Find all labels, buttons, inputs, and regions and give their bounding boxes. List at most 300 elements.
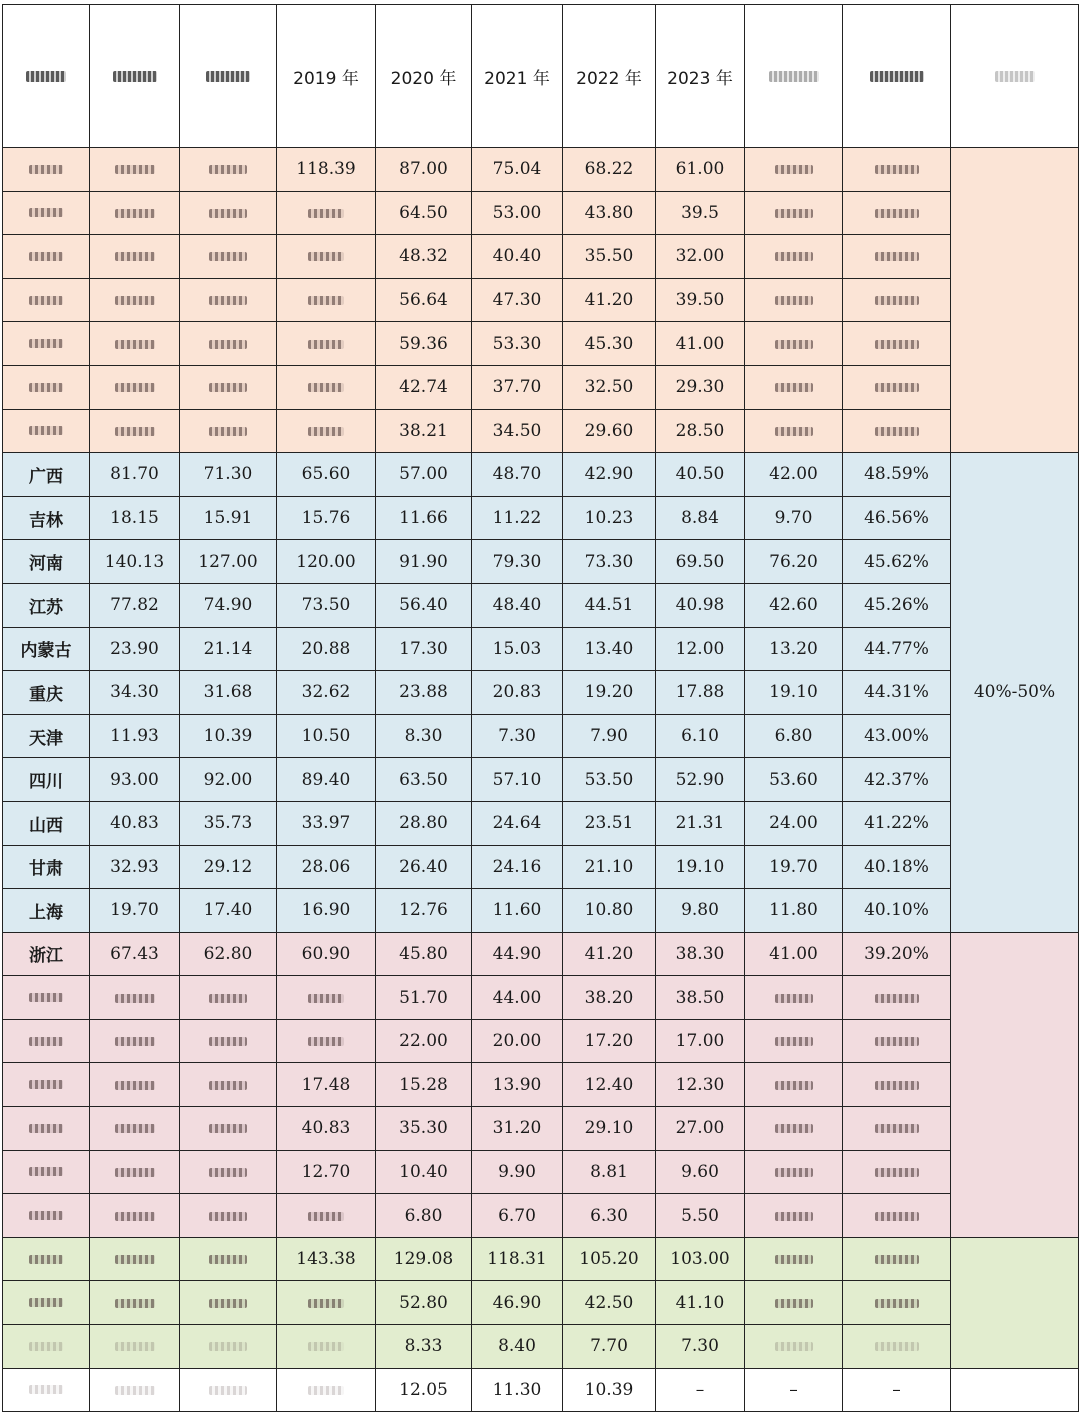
value-cell-v1	[90, 1237, 180, 1281]
header-cell-col9	[745, 5, 843, 148]
redacted-text	[209, 994, 247, 1003]
value-cell-v2	[180, 1281, 277, 1325]
region-name-cell: 上海	[3, 889, 90, 933]
redacted-text	[875, 1212, 919, 1221]
table-row	[3, 235, 1079, 279]
value-cell-c10	[843, 322, 951, 366]
value-cell-c9: 76.20	[745, 540, 843, 584]
value-cell-y2020: 64.50	[376, 191, 472, 235]
redacted-text	[115, 1342, 155, 1351]
value-cell-c9: 9.70	[745, 496, 843, 540]
value-cell-y2023: 69.50	[656, 540, 745, 584]
value-cell-y2019	[277, 1019, 376, 1063]
region-name-cell	[3, 278, 90, 322]
value-cell-y2019: 33.97	[277, 801, 376, 845]
value-cell-y2023: 9.80	[656, 889, 745, 933]
value-cell-v2	[180, 1150, 277, 1194]
value-cell-c10: 41.22%	[843, 801, 951, 845]
value-cell-v2	[180, 409, 277, 453]
redacted-text	[775, 994, 813, 1003]
redacted-text	[775, 340, 813, 349]
value-cell-v2: 15.91	[180, 496, 277, 540]
redacted-text	[775, 252, 813, 261]
value-cell-c10: 48.59%	[843, 453, 951, 497]
redacted-text	[209, 427, 247, 436]
redacted-text	[209, 1342, 247, 1351]
value-cell-y2021: 13.90	[472, 1063, 563, 1107]
value-cell-c9: 19.10	[745, 671, 843, 715]
redacted-text	[209, 383, 247, 392]
redacted-text	[308, 1212, 344, 1221]
region-name-cell	[3, 976, 90, 1020]
value-cell-y2019: 16.90	[277, 889, 376, 933]
redacted-text	[29, 383, 63, 392]
header-cell-group	[951, 5, 1079, 148]
value-cell-y2023: 103.00	[656, 1237, 745, 1281]
value-cell-c10	[843, 409, 951, 453]
value-cell-y2020: 48.32	[376, 235, 472, 279]
value-cell-v1	[90, 409, 180, 453]
value-cell-y2021: 24.16	[472, 845, 563, 889]
redacted-text	[875, 252, 919, 261]
value-cell-c9: 42.60	[745, 583, 843, 627]
redacted-text	[875, 1299, 919, 1308]
value-cell-v1	[90, 1107, 180, 1151]
value-cell-v2: 29.12	[180, 845, 277, 889]
redacted-text	[308, 209, 344, 218]
value-cell-y2023: 9.60	[656, 1150, 745, 1194]
table-row	[3, 845, 1079, 889]
value-cell-v1: 23.90	[90, 627, 180, 671]
value-cell-v2	[180, 1237, 277, 1281]
header-cell-col3	[180, 5, 277, 148]
value-cell-y2019	[277, 1281, 376, 1325]
value-cell-y2023: 61.00	[656, 148, 745, 192]
value-cell-y2022: 105.20	[563, 1237, 656, 1281]
value-cell-y2022: 17.20	[563, 1019, 656, 1063]
value-cell-c9: 13.20	[745, 627, 843, 671]
redacted-text	[308, 252, 344, 261]
header-year-2022: 2022 年	[563, 5, 656, 148]
value-cell-y2021: 48.70	[472, 453, 563, 497]
value-cell-v1: 34.30	[90, 671, 180, 715]
redacted-text	[875, 296, 919, 305]
redacted-text	[209, 1168, 247, 1177]
value-cell-v2	[180, 1019, 277, 1063]
table-row	[3, 1237, 1079, 1281]
redacted-text	[775, 1081, 813, 1090]
redacted-text	[209, 1386, 247, 1395]
redacted-text	[29, 426, 63, 435]
table-row	[3, 365, 1079, 409]
value-cell-y2020: 57.00	[376, 453, 472, 497]
redacted-text	[115, 1124, 155, 1133]
table-row	[3, 671, 1079, 715]
value-cell-c10	[843, 191, 951, 235]
redacted-text	[209, 340, 247, 349]
value-cell-v2: 31.68	[180, 671, 277, 715]
value-cell-y2022: 68.22	[563, 148, 656, 192]
value-cell-y2022: 19.20	[563, 671, 656, 715]
redacted-text	[875, 383, 919, 392]
value-cell-v1: 18.15	[90, 496, 180, 540]
value-cell-y2022: 38.20	[563, 976, 656, 1020]
value-cell-y2021: 9.90	[472, 1150, 563, 1194]
value-cell-y2019: 120.00	[277, 540, 376, 584]
region-name-cell: 四川	[3, 758, 90, 802]
value-cell-y2020: 56.40	[376, 583, 472, 627]
region-name-cell	[3, 365, 90, 409]
region-name-cell: 内蒙古	[3, 627, 90, 671]
region-name-cell	[3, 1368, 90, 1412]
redacted-text	[875, 165, 919, 174]
value-cell-y2021: 40.40	[472, 235, 563, 279]
value-cell-v2	[180, 1063, 277, 1107]
region-name-cell	[3, 148, 90, 192]
value-cell-y2022: 13.40	[563, 627, 656, 671]
redacted-text	[308, 1037, 344, 1046]
redacted-text	[115, 383, 155, 392]
table-row	[3, 627, 1079, 671]
value-cell-c9	[745, 191, 843, 235]
redacted-text	[115, 1255, 155, 1264]
redacted-text	[29, 208, 63, 217]
table-row	[3, 758, 1079, 802]
value-cell-y2019: 20.88	[277, 627, 376, 671]
value-cell-v1	[90, 1368, 180, 1412]
value-cell-c9	[745, 409, 843, 453]
value-cell-y2023: 32.00	[656, 235, 745, 279]
redacted-text	[775, 1212, 813, 1221]
value-cell-c9	[745, 235, 843, 279]
redacted-text	[29, 339, 63, 348]
value-cell-v1: 40.83	[90, 801, 180, 845]
value-cell-y2022: 12.40	[563, 1063, 656, 1107]
region-name-cell: 江苏	[3, 583, 90, 627]
redacted-text	[29, 252, 63, 261]
value-cell-c9: 19.70	[745, 845, 843, 889]
value-cell-y2022: 6.30	[563, 1194, 656, 1238]
redacted-text	[308, 296, 344, 305]
value-cell-v1	[90, 976, 180, 1020]
value-cell-y2020: 15.28	[376, 1063, 472, 1107]
redacted-text	[308, 427, 344, 436]
value-cell-y2023: 39.50	[656, 278, 745, 322]
value-cell-y2020: 12.05	[376, 1368, 472, 1412]
redacted-text	[209, 1299, 247, 1308]
redacted-text	[115, 427, 155, 436]
redacted-text	[775, 1255, 813, 1264]
table-row	[3, 932, 1079, 976]
value-cell-c10: 44.31%	[843, 671, 951, 715]
table-row	[3, 889, 1079, 933]
value-cell-y2021: 47.30	[472, 278, 563, 322]
value-cell-y2020: 129.08	[376, 1237, 472, 1281]
value-cell-y2020: 6.80	[376, 1194, 472, 1238]
region-name-cell	[3, 1063, 90, 1107]
value-cell-c9: 53.60	[745, 758, 843, 802]
region-name-cell: 山西	[3, 801, 90, 845]
group-range-cell	[951, 932, 1079, 1237]
value-cell-y2021: 44.00	[472, 976, 563, 1020]
region-name-cell: 广西	[3, 453, 90, 497]
value-cell-y2020: 22.00	[376, 1019, 472, 1063]
value-cell-c9	[745, 148, 843, 192]
redacted-text	[775, 296, 813, 305]
value-cell-y2021: 57.10	[472, 758, 563, 802]
value-cell-y2023: 17.88	[656, 671, 745, 715]
value-cell-y2019	[277, 976, 376, 1020]
value-cell-y2020: 63.50	[376, 758, 472, 802]
value-cell-y2019	[277, 1368, 376, 1412]
redacted-text	[209, 1255, 247, 1264]
value-cell-y2022: 8.81	[563, 1150, 656, 1194]
redacted-text	[775, 165, 813, 174]
value-cell-y2021: 44.90	[472, 932, 563, 976]
value-cell-y2020: 12.76	[376, 889, 472, 933]
region-name-cell: 天津	[3, 714, 90, 758]
redacted-text	[308, 994, 344, 1003]
value-cell-c9	[745, 278, 843, 322]
value-cell-c10: 43.00%	[843, 714, 951, 758]
value-cell-y2019: 28.06	[277, 845, 376, 889]
table-row	[3, 1019, 1079, 1063]
redacted-text	[115, 252, 155, 261]
value-cell-c10	[843, 1237, 951, 1281]
value-cell-y2022: 7.90	[563, 714, 656, 758]
redacted-text	[29, 1037, 63, 1046]
value-cell-v1	[90, 322, 180, 366]
value-cell-y2019: 15.76	[277, 496, 376, 540]
table-row	[3, 1281, 1079, 1325]
table-row	[3, 583, 1079, 627]
value-cell-y2021: 15.03	[472, 627, 563, 671]
value-cell-v1: 77.82	[90, 583, 180, 627]
value-cell-y2019	[277, 322, 376, 366]
value-cell-y2020: 91.90	[376, 540, 472, 584]
value-cell-c10: 45.62%	[843, 540, 951, 584]
table-row	[3, 1325, 1079, 1369]
value-cell-c9	[745, 1325, 843, 1369]
redacted-text	[115, 340, 155, 349]
value-cell-y2021: 118.31	[472, 1237, 563, 1281]
value-cell-y2019: 32.62	[277, 671, 376, 715]
value-cell-y2020: 35.30	[376, 1107, 472, 1151]
group-range-cell	[951, 1237, 1079, 1368]
redacted-text	[29, 1167, 63, 1176]
redacted-text	[115, 165, 155, 174]
value-cell-c9: 24.00	[745, 801, 843, 845]
value-cell-y2022: 32.50	[563, 365, 656, 409]
value-cell-y2019: 73.50	[277, 583, 376, 627]
header-cell-col10	[843, 5, 951, 148]
value-cell-c9: 42.00	[745, 453, 843, 497]
value-cell-y2020: 87.00	[376, 148, 472, 192]
redacted-text	[308, 1342, 344, 1351]
value-cell-v2	[180, 322, 277, 366]
value-cell-v2: 35.73	[180, 801, 277, 845]
region-name-cell	[3, 1194, 90, 1238]
region-name-cell	[3, 1150, 90, 1194]
redacted-text	[875, 994, 919, 1003]
value-cell-c10	[843, 148, 951, 192]
value-cell-c10: 42.37%	[843, 758, 951, 802]
redacted-text	[29, 1080, 63, 1089]
value-cell-y2019	[277, 191, 376, 235]
value-cell-y2021: 34.50	[472, 409, 563, 453]
value-cell-y2022: 29.60	[563, 409, 656, 453]
table-row	[3, 976, 1079, 1020]
value-cell-y2019: 143.38	[277, 1237, 376, 1281]
value-cell-y2022: 7.70	[563, 1325, 656, 1369]
value-cell-v1	[90, 1063, 180, 1107]
value-cell-y2021: 11.22	[472, 496, 563, 540]
value-cell-v2	[180, 1325, 277, 1369]
value-cell-c10	[843, 1107, 951, 1151]
redacted-text	[115, 1168, 155, 1177]
redacted-text	[29, 296, 63, 305]
value-cell-v2	[180, 278, 277, 322]
value-cell-v1: 32.93	[90, 845, 180, 889]
value-cell-c10	[843, 976, 951, 1020]
value-cell-c9	[745, 1107, 843, 1151]
header-year-2020: 2020 年	[376, 5, 472, 148]
value-cell-v1	[90, 1194, 180, 1238]
header-year-2021: 2021 年	[472, 5, 563, 148]
redacted-text	[875, 1124, 919, 1133]
value-cell-y2020: 8.33	[376, 1325, 472, 1369]
value-cell-c10	[843, 1063, 951, 1107]
redacted-text	[875, 1255, 919, 1264]
redacted-text	[875, 1342, 919, 1351]
value-cell-y2019: 60.90	[277, 932, 376, 976]
value-cell-y2023: 41.00	[656, 322, 745, 366]
redacted-text	[775, 383, 813, 392]
redacted-text	[775, 1299, 813, 1308]
value-cell-c10: 46.56%	[843, 496, 951, 540]
value-cell-y2022: 43.80	[563, 191, 656, 235]
region-name-cell: 甘肃	[3, 845, 90, 889]
value-cell-y2021: 48.40	[472, 583, 563, 627]
value-cell-y2022: 10.23	[563, 496, 656, 540]
value-cell-y2023: 12.00	[656, 627, 745, 671]
value-cell-y2021: 79.30	[472, 540, 563, 584]
value-cell-c10: –	[843, 1368, 951, 1412]
value-cell-y2021: 11.60	[472, 889, 563, 933]
value-cell-y2022: 41.20	[563, 278, 656, 322]
value-cell-y2020: 23.88	[376, 671, 472, 715]
table-row	[3, 801, 1079, 845]
value-cell-c10	[843, 1150, 951, 1194]
value-cell-y2021: 31.20	[472, 1107, 563, 1151]
value-cell-y2021: 20.83	[472, 671, 563, 715]
value-cell-y2020: 42.74	[376, 365, 472, 409]
value-cell-v1: 93.00	[90, 758, 180, 802]
value-cell-c10: 40.18%	[843, 845, 951, 889]
redacted-text	[115, 1037, 155, 1046]
value-cell-y2021: 53.00	[472, 191, 563, 235]
value-cell-c10	[843, 1194, 951, 1238]
table-row	[3, 409, 1079, 453]
value-cell-y2023: 28.50	[656, 409, 745, 453]
region-name-cell: 浙江	[3, 932, 90, 976]
value-cell-v2: 21.14	[180, 627, 277, 671]
data-table	[2, 4, 1079, 1412]
redacted-text	[875, 1037, 919, 1046]
value-cell-y2020: 10.40	[376, 1150, 472, 1194]
header-cell-col2	[90, 5, 180, 148]
value-cell-c10: 45.26%	[843, 583, 951, 627]
value-cell-v1	[90, 1281, 180, 1325]
redacted-text	[115, 994, 155, 1003]
value-cell-y2023: 17.00	[656, 1019, 745, 1063]
value-cell-y2023: 12.30	[656, 1063, 745, 1107]
redacted-text	[209, 252, 247, 261]
group-range-cell	[951, 148, 1079, 453]
value-cell-y2020: 38.21	[376, 409, 472, 453]
value-cell-y2022: 10.80	[563, 889, 656, 933]
value-cell-v1	[90, 148, 180, 192]
value-cell-y2020: 45.80	[376, 932, 472, 976]
header-row	[3, 5, 1079, 148]
redacted-text	[115, 209, 155, 218]
value-cell-c9: 6.80	[745, 714, 843, 758]
table-row	[3, 1194, 1079, 1238]
redacted-text	[29, 1255, 63, 1264]
value-cell-y2020: 59.36	[376, 322, 472, 366]
value-cell-y2023: 21.31	[656, 801, 745, 845]
region-name-cell: 河南	[3, 540, 90, 584]
redacted-text	[775, 1168, 813, 1177]
value-cell-c10	[843, 365, 951, 409]
redacted-text	[209, 1212, 247, 1221]
value-cell-c10: 40.10%	[843, 889, 951, 933]
redacted-text	[29, 1124, 63, 1133]
redacted-text	[775, 1342, 813, 1351]
value-cell-y2020: 51.70	[376, 976, 472, 1020]
value-cell-v2: 74.90	[180, 583, 277, 627]
value-cell-v1	[90, 1019, 180, 1063]
value-cell-y2023: 5.50	[656, 1194, 745, 1238]
value-cell-y2023: 27.00	[656, 1107, 745, 1151]
value-cell-y2022: 73.30	[563, 540, 656, 584]
table-row	[3, 714, 1079, 758]
redacted-text	[775, 1037, 813, 1046]
value-cell-v2	[180, 976, 277, 1020]
value-cell-v2: 10.39	[180, 714, 277, 758]
region-name-cell	[3, 1107, 90, 1151]
value-cell-y2022: 35.50	[563, 235, 656, 279]
value-cell-v1: 19.70	[90, 889, 180, 933]
redacted-text	[115, 1299, 155, 1308]
value-cell-c10	[843, 235, 951, 279]
region-name-cell: 吉林	[3, 496, 90, 540]
table-row	[3, 453, 1079, 497]
value-cell-y2022: 41.20	[563, 932, 656, 976]
value-cell-y2020: 8.30	[376, 714, 472, 758]
value-cell-y2022: 29.10	[563, 1107, 656, 1151]
redacted-text	[29, 1385, 63, 1394]
region-name-cell: 重庆	[3, 671, 90, 715]
value-cell-y2023: 7.30	[656, 1325, 745, 1369]
value-cell-v2	[180, 1368, 277, 1412]
value-cell-v2	[180, 365, 277, 409]
value-cell-y2022: 10.39	[563, 1368, 656, 1412]
value-cell-y2021: 11.30	[472, 1368, 563, 1412]
value-cell-c9	[745, 976, 843, 1020]
group-range-cell: 40%-50%	[951, 453, 1079, 933]
value-cell-c9	[745, 1019, 843, 1063]
